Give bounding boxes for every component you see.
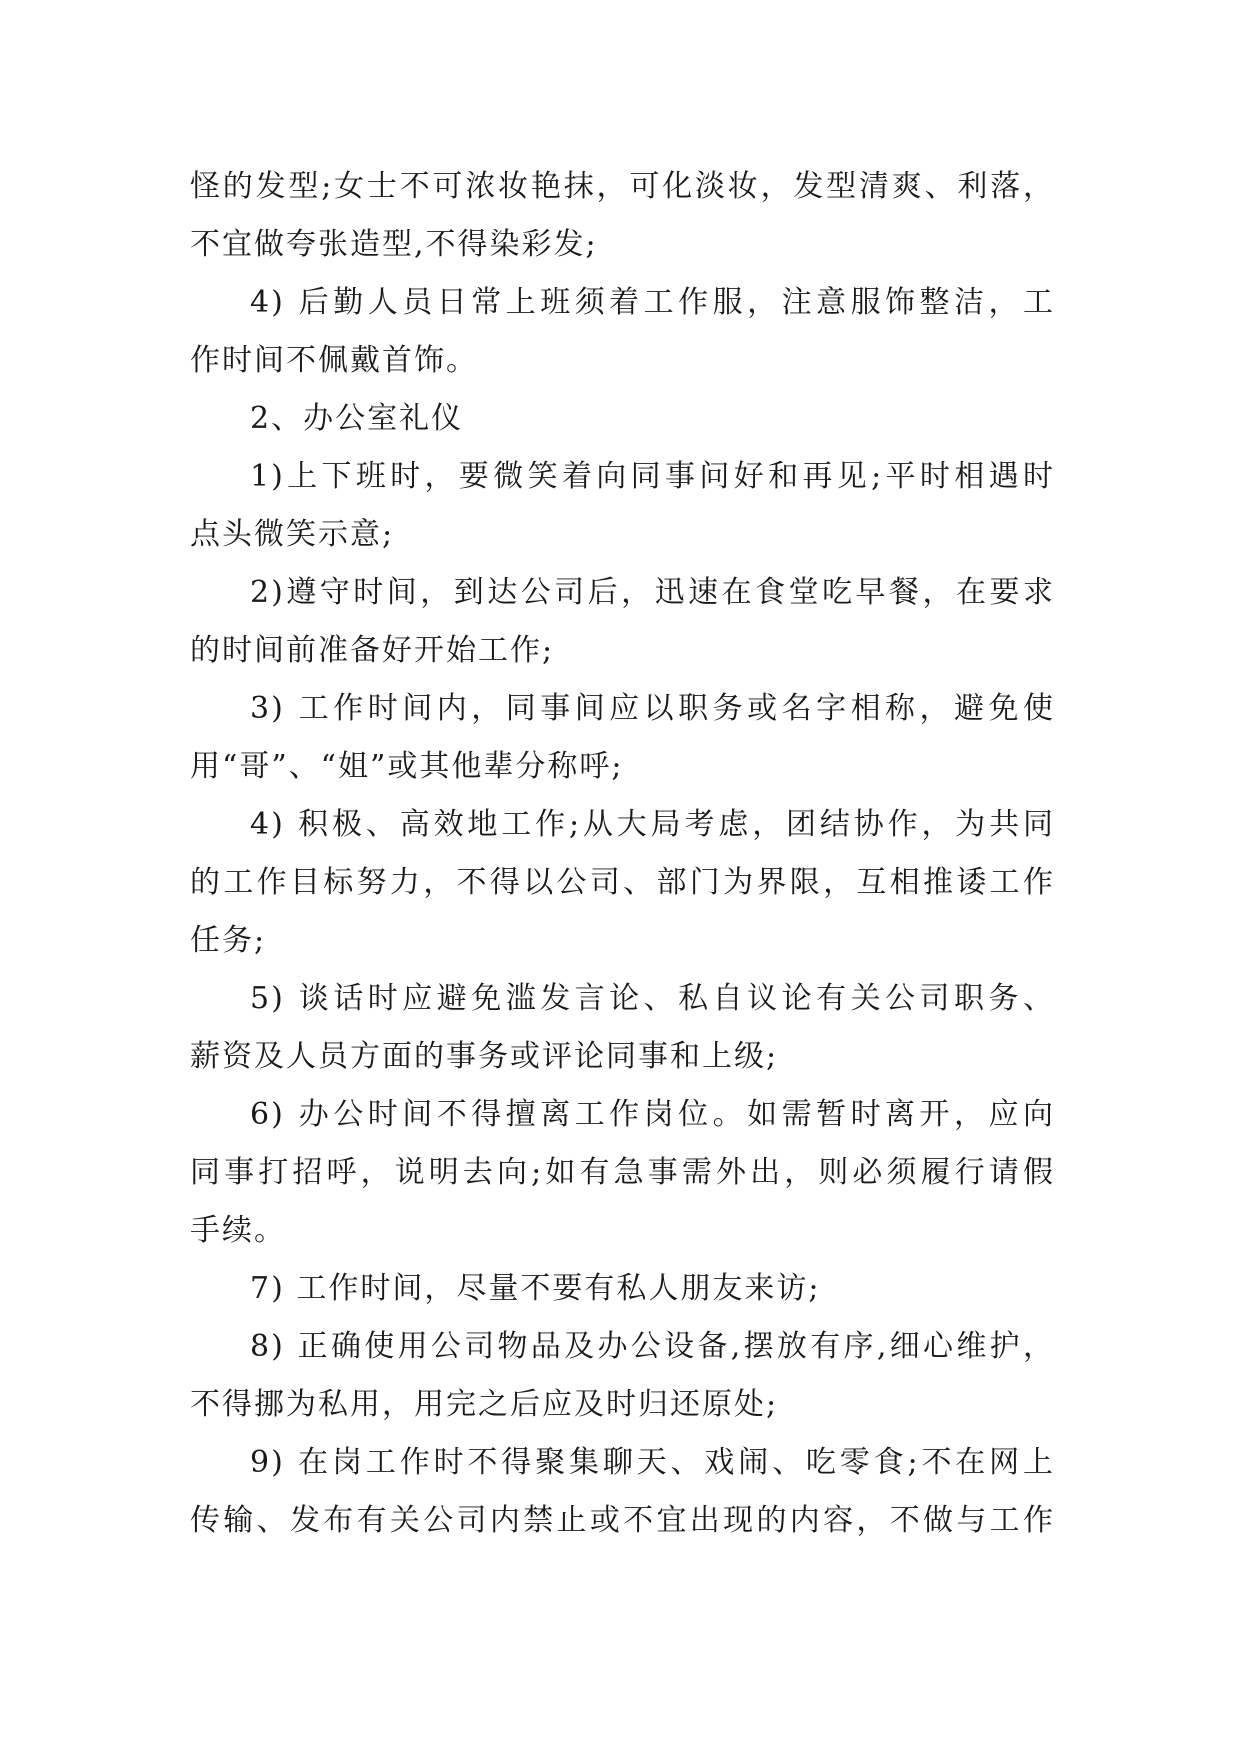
text-line: 作时间不佩戴首饰。 [190,343,478,378]
text-line: 用“哥”、“姐”或其他辈分称呼; [190,749,624,784]
text-line: 传输、发布有关公司内禁止或不宜出现的内容，不做与工作 [190,1503,1055,1538]
text-line: 9) 在岗工作时不得聚集聊天、戏闹、吃零食;不在网上 [250,1445,1055,1480]
text-line: 1)上下班时，要微笑着向同事问好和再见;平时相遇时 [250,459,1055,494]
text-line: 手续。 [190,1213,286,1248]
text-line: 7) 工作时间，尽量不要有私人朋友来访; [250,1271,821,1306]
text-line: 任务; [190,923,267,958]
text-line: 4) 后勤人员日常上班须着工作服，注意服饰整洁，工 [250,285,1055,320]
text-line: 4) 积极、高效地工作;从大局考虑，团结协作，为共同 [250,807,1055,842]
text-line: 薪资及人员方面的事务或评论同事和上级; [190,1039,779,1074]
text-line: 5) 谈话时应避免滥发言论、私自议论有关公司职务、 [250,981,1055,1016]
text-line: 6) 办公时间不得擅离工作岗位。如需暂时离开，应向 [250,1097,1055,1132]
text-line: 点头微笑示意; [190,517,395,552]
text-line: 怪的发型;女士不可浓妆艳抹，可化淡妆，发型清爽、利落， [190,169,1055,204]
text-line: 8) 正确使用公司物品及办公设备,摆放有序,细心维护， [250,1329,1055,1364]
section-heading: 2、办公室礼仪 [250,401,464,436]
text-line: 不得挪为私用，用完之后应及时归还原处; [190,1387,779,1422]
text-line: 2)遵守时间，到达公司后，迅速在食堂吃早餐，在要求 [250,575,1055,610]
document-page [190,158,1055,1550]
text-line: 不宜做夸张造型,不得染彩发; [190,227,598,262]
text-line: 的时间前准备好开始工作; [190,633,555,668]
text-line: 同事打招呼，说明去向;如有急事需外出，则必须履行请假 [190,1155,1055,1190]
text-line: 的工作目标努力，不得以公司、部门为界限，互相推诿工作 [190,865,1055,900]
text-line: 3) 工作时间内，同事间应以职务或名字相称，避免使 [250,691,1055,726]
